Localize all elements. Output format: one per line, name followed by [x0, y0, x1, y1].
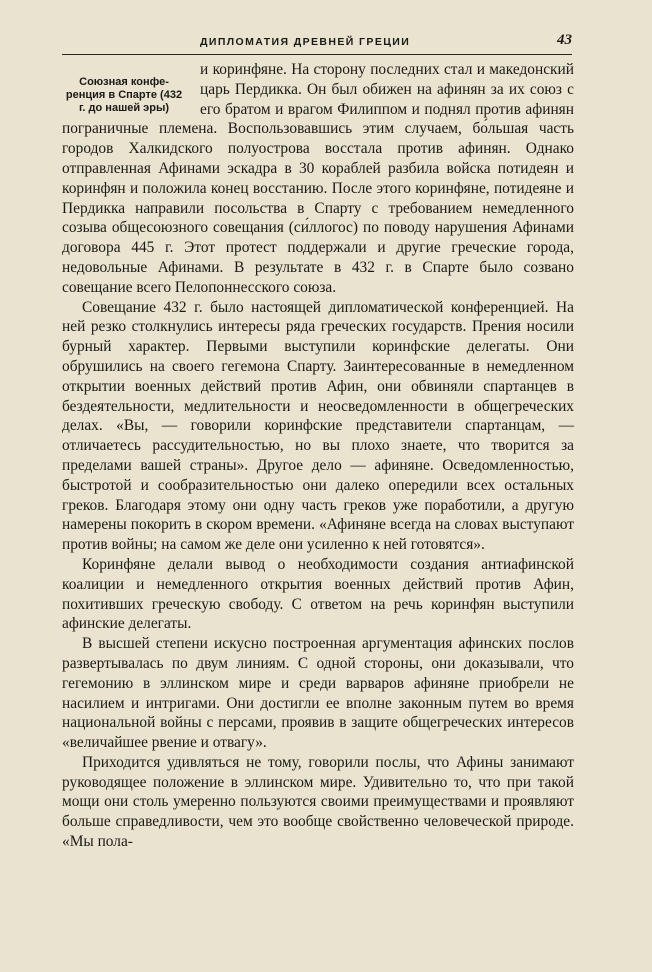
body-text	[62, 60, 574, 852]
paragraph-2: Совещание 432 г. было настоящей дипломатической конференцией. На ней резко столкнулись интересы ряда греческих государств. Прения носили бурный характер. Первыми выступили коринфские делегаты. Они обрушились на своего гегемона Спарту. Заинтересованные в немедленном открытии военных действий против Афин, они обвиняли спартанцев в бездеятельности, медлительности и неосведомленности в общегреческих делах. «Вы, — говорили коринфские представители спартанцам, — отличаетесь рассудительностью, но вы плохо знаете, что творится за пределами вашей страны». Другое дело — афиняне. Осведомленностью, быстротой и сообразительностью они далеко опередили всех остальных греков. Благодаря этому они одну часть греков уже поработили, а другую намерены покорить в скором времени. «Афиняне всегда на словах выступают против войны; на самом же деле они усиленно к ней готовятся».	[62, 298, 574, 554]
paragraph-3: Коринфяне делали вывод о необходимости создания антиафинской коалиции и немедленного открытия военных действий против Афин, похитивших греческую свободу. С ответом на речь коринфян выступили афинские делегаты.	[62, 555, 574, 633]
paragraph-1: и коринфяне. На сторону последних стал и македонский царь Пердикка. Он был обижен на афинян за их союз с его братом и врагом Филиппом и поднял против афинян пограничные племена. Воспользовавшись этим случаем, бо́льшая часть городов Халкидского полуострова восстала против афинян. Однако отправленная Афинами эскадра в 30 кораблей разбила войска потидеян и коринфян и положила конец восстанию. После этого коринфяне, потидеяне и Пердикка направили посольства в Спарту с требованием немедленного созыва общесоюзного совещания (си́ллогос) по поводу нарушения Афинами договора 445 г. Этот протест поддержали и другие греческие города, недовольные Афинами. В результате в 432 г. в Спарте было созвано совещание всего Пелопоннесского союза.	[62, 61, 574, 296]
running-head: ДИПЛОМАТИЯ ДРЕВНЕЙ ГРЕЦИИ	[200, 36, 411, 48]
margin-note: Союзная конфе- ренция в Спарте (432 г. до нашей эры)	[65, 76, 183, 114]
paragraph-4: В высшей степени искусно построенная аргументация афинских послов развертывалась по двум линиям. С одной стороны, они доказывали, что гегемонию в эллинском мире и среди варваров афиняне приобрели не насилием и интригами. Они достигли ее вполне законным путем во время национальной войны с персами, проявив в защите общегреческих интересов «величайшее рвение и отвагу».	[62, 635, 574, 752]
page-header	[62, 32, 572, 55]
page-number: 43	[557, 32, 572, 48]
paragraph-5: Приходится удивляться не тому, говорили послы, что Афины занимают руководящее положение в эллинском мире. Удивительно то, что при такой мощи они столь умеренно пользуются своими преимуществами и проявляют больше справедливости, чем это вообще свойственно человеческой природе. «Мы пола-	[62, 753, 574, 851]
